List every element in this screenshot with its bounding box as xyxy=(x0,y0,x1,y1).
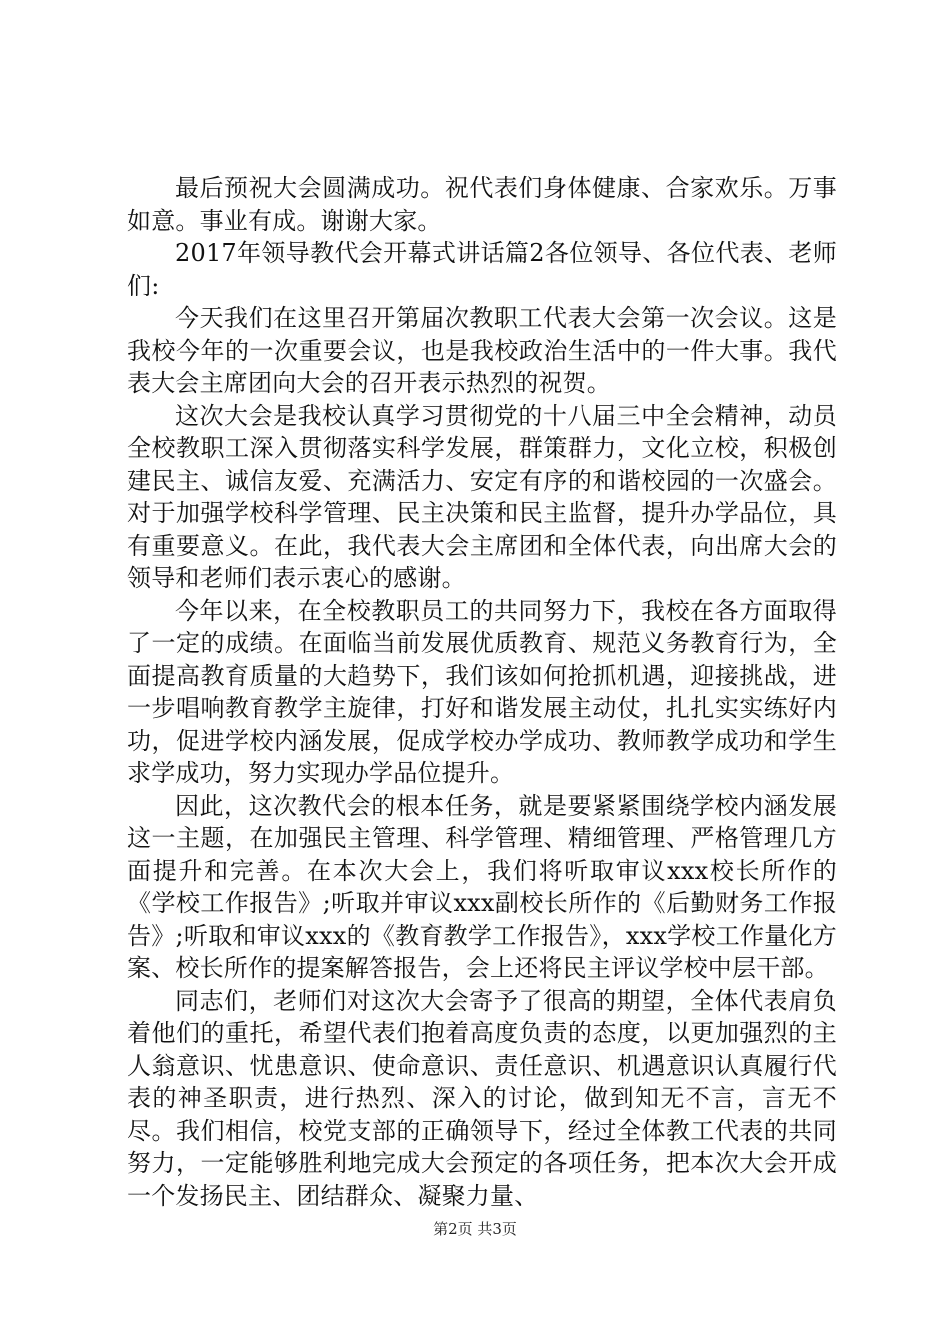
paragraph-meeting-opening: 今天我们在这里召开第届次教职工代表大会第一次会议。这是我校今年的一次重要会议，也是我校政治生活中的一件大事。我代表大会主席团向大会的召开表示热烈的祝贺。 xyxy=(127,304,837,397)
paragraph-achievements: 今年以来，在全校教职员工的共同努力下，我校在各方面取得了一定的成绩。在面临当前发展优质教育、规范义务教育行为，全面提高教育质量的大趋势下，我们该如何抢抓机遇，迎接挑战，进一步唱响教育教学主旋律，打好和谐发展主动仗，扎扎实实练好内功，促进学校内涵发展，促成学校办学成功、教师教学成功和学生求学成功，努力实现办学品位提升。 xyxy=(127,596,837,787)
paragraph-tasks: 因此，这次教代会的根本任务，就是要紧紧围绕学校内涵发展这一主题，在加强民主管理、科学管理、精细管理、严格管理几方面提升和完善。在本次大会上，我们将听取审议xxx校长所作的《学校工作报告》;听取并审议xxx副校长所作的《后勤财务工作报告》;听取和审议xxx的《教育教学工作报告》，xxx学校工作量化方案、校长所作的提案解答报告，会上还将民主评议学校中层干部。 xyxy=(127,791,837,982)
paragraph-expectations: 同志们，老师们对这次大会寄予了很高的期望，全体代表肩负着他们的重托，希望代表们抱着高度负责的态度，以更加强烈的主人翁意识、忧患意识、使命意识、责任意识、机遇意识认真履行代表的神圣职责，进行热烈、深入的讨论，做到知无不言，言无不尽。我们相信，校党支部的正确领导下，经过全体教工代表的共同努力，一定能够胜利地完成大会预定的各项任务，把本次大会开成一个发扬民主、团结群众、凝聚力量、 xyxy=(127,986,837,1210)
paragraph-speech-title: 2017年领导教代会开幕式讲话篇2各位领导、各位代表、老师们: xyxy=(127,239,837,300)
paragraph-closing-wishes: 最后预祝大会圆满成功。祝代表们身体健康、合家欢乐。万事如意。事业有成。谢谢大家。 xyxy=(127,174,837,235)
page-number-footer: 第2页 共3页 xyxy=(433,1220,517,1238)
document-body xyxy=(127,172,837,1212)
paragraph-meeting-significance: 这次大会是我校认真学习贯彻党的十八届三中全会精神，动员全校教职工深入贯彻落实科学发展，群策群力，文化立校，积极创建民主、诚信友爱、充满活力、安定有序的和谐校园的一次盛会。对于加强学校科学管理、民主决策和民主监督，提升办学品位，具有重要意义。在此，我代表大会主席团和全体代表，向出席大会的领导和老师们表示衷心的感谢。 xyxy=(127,401,837,592)
